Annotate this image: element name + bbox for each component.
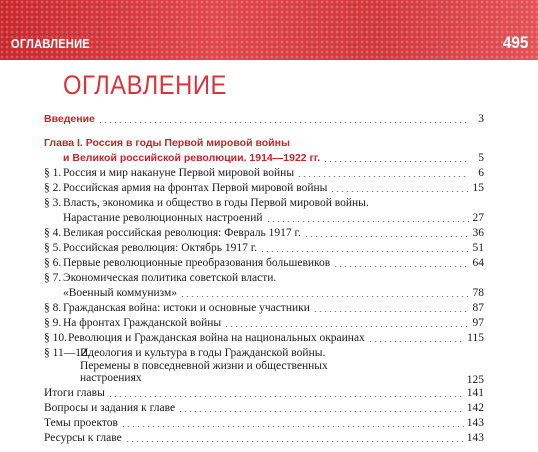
leader-dots [297,176,469,177]
toc-entry-label: Ресурсы к главе [44,432,122,444]
toc-entry-section-3[interactable] [44,196,369,211]
toc-entry-page: 143 [466,432,484,444]
leader-dots [224,326,469,327]
toc-entry-page: 27 [472,212,484,224]
toc-entry-page: 15 [472,182,484,194]
leader-dots [125,441,464,442]
chapter-title-line-1[interactable]: Глава I. Россия в годы Первой мировой войны [44,137,290,149]
toc-entry-page: 3 [478,113,484,125]
header-banner [0,0,538,60]
toc-entry-section-2[interactable] [44,181,484,196]
section-title: Революция и Гражданская война на национальных окраинах [68,332,365,344]
leader-dots [121,426,464,427]
leader-dots [313,311,469,312]
toc-entry-section-10[interactable] [44,331,484,346]
banner-title: ОГЛАВЛЕНИЕ [11,36,90,51]
section-title-continued: «Военный коммунизм» [63,287,178,299]
leader-dots [330,191,469,192]
toc-entry-label: Вопросы и задания к главе [44,402,176,414]
toc-entry-resources[interactable] [44,431,484,446]
toc-entry-questions[interactable] [44,401,484,416]
leader-dots [323,161,469,162]
leader-dots [108,396,464,397]
toc-entry-chapter[interactable] [63,151,484,166]
leader-dots [304,236,469,237]
chapter-title-line-2: и Великой российской революции. 1914—1922 гг. [63,152,321,164]
section-number: § 4. [44,227,62,239]
section-number: § 3. [44,197,62,209]
toc-entry-page: 51 [472,242,484,254]
toc-entry-page: 142 [466,402,484,414]
page-title: ОГЛАВЛЕНИЕ [63,70,227,100]
toc-entry-summary[interactable] [44,386,484,401]
leader-dots [266,221,469,222]
section-number: § 10. [44,332,67,344]
section-number: § 2. [44,182,62,194]
toc-entry-page: 97 [472,317,484,329]
section-number: § 11—12. [44,347,90,359]
section-title: Экономическая политика советской власти. [63,272,277,284]
toc-entry-page: 141 [466,387,484,399]
toc-entry-page: 64 [472,257,484,269]
section-title: Российская армия на фронтах Первой мировой войны [63,182,328,194]
toc-entry-label: Темы проектов [44,417,118,429]
toc-entry-section-4[interactable] [44,226,484,241]
section-number: § 7. [44,272,62,284]
banner-page-number: 495 [502,33,528,52]
toc-entry-section-5[interactable] [44,241,484,256]
section-number: § 1. [44,167,62,179]
toc-entry-label: Введение [44,113,95,125]
section-title: Первые революционные преобразования большевиков [63,257,331,269]
toc-entry-page: 125 [466,374,484,386]
toc-entry-section-3-cont[interactable] [63,211,484,226]
leader-dots [333,266,469,267]
toc-entry-section-9[interactable] [44,316,484,331]
toc-entry-page: 143 [466,417,484,429]
section-number: § 8. [44,302,62,314]
toc-entry-section-8[interactable] [44,301,484,316]
toc-entry-page: 115 [467,332,484,344]
section-title-continued[interactable]: настроениях [80,372,142,384]
section-number: § 9. [44,317,62,329]
toc-entry-projects[interactable] [44,416,484,431]
toc-entry-section-6[interactable] [44,256,484,271]
toc-entry-section-7-cont[interactable] [63,286,484,301]
section-title: Россия и мир накануне Первой мировой войны [63,167,295,179]
section-title: Российская революция: Октябрь 1917 г. [63,242,258,254]
section-title: Идеология и культура в годы Гражданской войны. [80,347,326,359]
section-title: На фронтах Гражданской войны [63,317,222,329]
leader-dots [180,296,469,297]
toc-entry-page: 87 [472,302,484,314]
toc-entry-section-1[interactable] [44,166,484,181]
toc-entry-section-7[interactable] [44,271,276,286]
section-number: § 5. [44,242,62,254]
toc-entry-introduction[interactable] [44,112,484,127]
leader-dots [260,251,469,252]
section-title: Гражданская война: истоки и основные участники [63,302,310,314]
toc-entry-label: Итоги главы [44,387,105,399]
leader-dots [368,341,464,342]
toc-entry-page: 5 [478,152,484,164]
section-title-continued[interactable]: Перемены в повседневной жизни и общественных [80,360,328,372]
leader-dots [98,122,469,123]
section-number: § 6. [44,257,62,269]
section-title: Великая российская революция: Февраль 1917 г. [63,227,301,239]
toc-entry-page: 6 [478,167,484,179]
leader-dots [178,411,464,412]
toc-entry-page: 78 [472,287,484,299]
section-title: Власть, экономика и общество в годы Первой мировой войны. [63,197,369,209]
toc-entry-page: 36 [472,227,484,239]
section-title-continued: Нарастание революционных настроений [63,212,263,224]
